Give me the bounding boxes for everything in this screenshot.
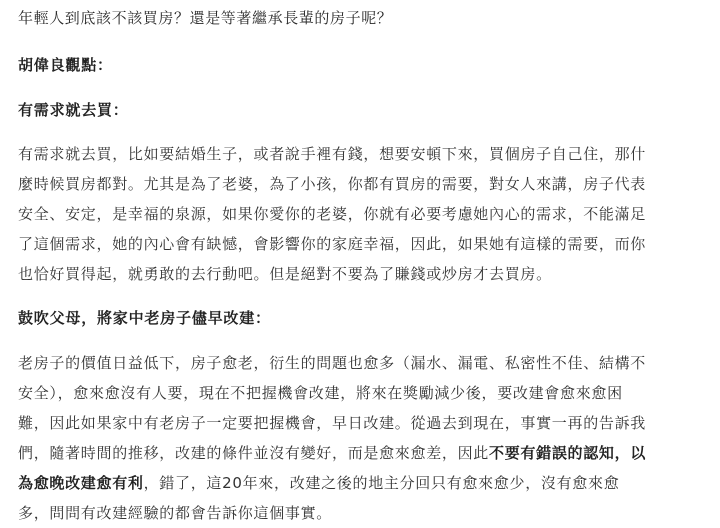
section-heading-rebuild-old-house: 鼓吹父母，將家中老房子儘早改建： <box>18 309 271 327</box>
author-viewpoint-heading: 胡偉良觀點： <box>18 56 113 74</box>
paragraph-line-mixed <box>18 468 710 498</box>
paragraph-line: 麼時候買房都對。尤其是為了老婆，為了小孩，你都有買房的需要，對女人來講，房子代表 <box>18 175 647 193</box>
paragraph-line: 老房子的價值日益低下，房子愈老，衍生的問題也愈多（漏水、漏電、私密性不佳、結構不 <box>18 354 647 372</box>
paragraph-line-mixed <box>18 438 710 468</box>
paragraph-line: 多，問問有改建經驗的都會告訴你這個事實。 <box>18 504 333 522</box>
paragraph-buy-when-needed <box>18 139 710 289</box>
emphasis-text: 不要有錯誤的認知，以 <box>489 444 647 462</box>
paragraph-line: 難，因此如果家中有老房子一定要把握機會，早日改建。從過去到現在，事實一再的告訴我 <box>18 414 647 432</box>
section-heading-buy-when-needed: 有需求就去買： <box>18 101 129 119</box>
paragraph-line: 安全），愈來愈沒有人要，現在不把握機會改建，將來在獎勵減少後，要改建會愈來愈困 <box>18 384 623 402</box>
paragraph-line: 有需求就去買，比如要結婚生子，或者說手裡有錢，想要安頓下來，買個房子自己住，那什 <box>18 145 647 163</box>
intro-question: 年輕人到底該不該買房？還是等著繼承長輩的房子呢？ <box>18 9 393 27</box>
plain-text: ，錯了，這20年來，改建之後的地主分回只有愈來愈少，沒有愈來愈 <box>143 474 620 492</box>
paragraph-line: 也恰好買得起，就勇敢的去行動吧。但是絕對不要為了賺錢或炒房才去買房。 <box>18 265 552 283</box>
emphasis-text: 為愈晚改建愈有利 <box>18 474 144 492</box>
plain-text: 們，隨著時間的推移，改建的條件並沒有變好，而是愈來愈差，因此 <box>18 444 490 462</box>
paragraph-line: 了這個需求，她的內心會有缺憾，會影響你的家庭幸福，因此，如果她有這樣的需要，而你 <box>18 235 647 253</box>
paragraph-rebuild-old-house <box>18 348 710 528</box>
paragraph-line: 安全、安定，是幸福的泉源，如果你愛你的老婆，你就有必要考慮她內心的需求，不能滿足 <box>18 205 647 223</box>
